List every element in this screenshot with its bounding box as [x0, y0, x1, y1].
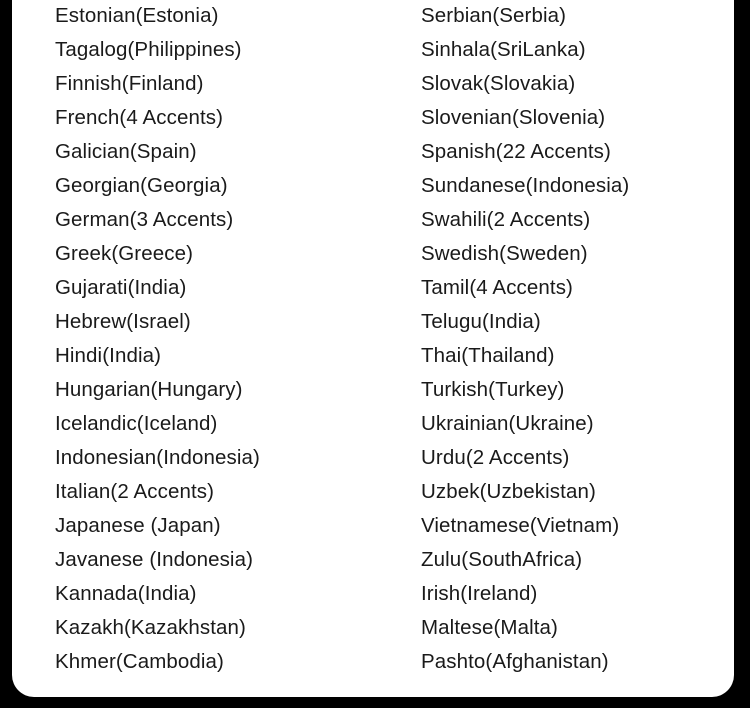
language-item: Georgian(Georgia)	[55, 174, 228, 197]
language-item: Sinhala(SriLanka)	[421, 38, 586, 61]
language-item: Hebrew(Israel)	[55, 310, 191, 333]
language-item: Sundanese(Indonesia)	[421, 174, 630, 197]
language-item: French(4 Accents)	[55, 106, 224, 129]
language-item: Javanese (Indonesia)	[55, 548, 254, 571]
language-item: Vietnamese(Vietnam)	[421, 514, 620, 537]
language-item: Swahili(2 Accents)	[421, 208, 591, 231]
language-item: Irish(Ireland)	[421, 582, 538, 605]
language-item: Spanish(22 Accents)	[421, 140, 611, 163]
language-item: Tagalog(Philippines)	[55, 38, 242, 61]
language-item: Slovenian(Slovenia)	[421, 106, 606, 129]
language-item: Kazakh(Kazakhstan)	[55, 616, 246, 639]
language-item: Tamil(4 Accents)	[421, 276, 573, 299]
language-item: Uzbek(Uzbekistan)	[421, 480, 596, 503]
language-item: Gujarati(India)	[55, 276, 187, 299]
language-item: Turkish(Turkey)	[421, 378, 565, 401]
language-item: Urdu(2 Accents)	[421, 446, 570, 469]
language-item: Hindi(India)	[55, 344, 162, 367]
language-item: German(3 Accents)	[55, 208, 234, 231]
language-item: Galician(Spain)	[55, 140, 197, 163]
language-item: Finnish(Finland)	[55, 72, 204, 95]
language-item: Pashto(Afghanistan)	[421, 650, 609, 673]
language-item: Telugu(India)	[421, 310, 541, 333]
language-item: Indonesian(Indonesia)	[55, 446, 260, 469]
language-item: Kannada(India)	[55, 582, 197, 605]
language-item: Khmer(Cambodia)	[55, 650, 224, 673]
language-item: Icelandic(Iceland)	[55, 412, 218, 435]
language-item: Zulu(SouthAfrica)	[421, 548, 583, 571]
language-item: Italian(2 Accents)	[55, 480, 215, 503]
language-item: Hungarian(Hungary)	[55, 378, 243, 401]
language-item: Ukrainian(Ukraine)	[421, 412, 594, 435]
language-item: Thai(Thailand)	[421, 344, 555, 367]
language-item: Greek(Greece)	[55, 242, 194, 265]
language-item: Slovak(Slovakia)	[421, 72, 576, 95]
language-item: Maltese(Malta)	[421, 616, 558, 639]
language-item: Japanese (Japan)	[55, 514, 221, 537]
language-item: Estonian(Estonia)	[55, 4, 219, 27]
language-item: Swedish(Sweden)	[421, 242, 588, 265]
language-item: Serbian(Serbia)	[421, 4, 567, 27]
language-list-card	[12, 0, 734, 697]
